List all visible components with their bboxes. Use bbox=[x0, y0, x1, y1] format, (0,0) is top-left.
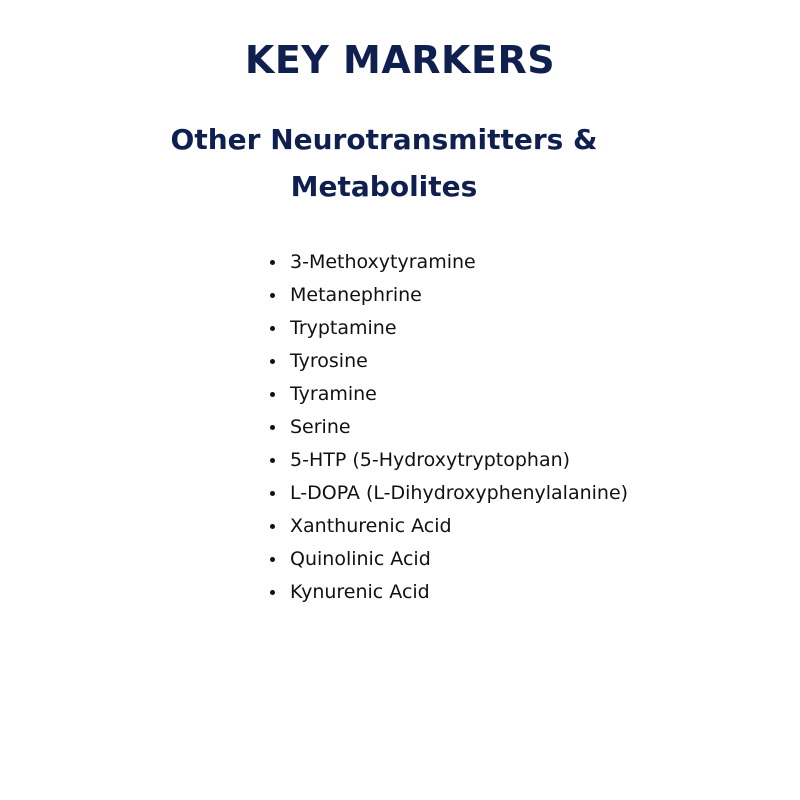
marker-name: 3-Methoxytyramine bbox=[290, 251, 476, 273]
marker-name: 5-HTP (5-Hydroxytryptophan) bbox=[290, 449, 571, 471]
marker-name: Kynurenic Acid bbox=[290, 581, 430, 603]
list-item bbox=[270, 444, 630, 477]
bullet-icon bbox=[270, 590, 275, 595]
marker-name: Metanephrine bbox=[290, 284, 422, 306]
list-item bbox=[270, 576, 630, 609]
marker-name: Quinolinic Acid bbox=[290, 548, 431, 570]
marker-name: Tyrosine bbox=[290, 350, 368, 372]
marker-name: Tryptamine bbox=[290, 317, 397, 339]
bullet-icon bbox=[270, 557, 275, 562]
bullet-icon bbox=[270, 425, 275, 430]
bullet-icon bbox=[270, 293, 275, 298]
list-item bbox=[270, 246, 630, 279]
marker-name: Tyramine bbox=[290, 383, 377, 405]
bullet-icon bbox=[270, 392, 275, 397]
bullet-icon bbox=[270, 458, 275, 463]
list-item bbox=[270, 411, 630, 444]
list-item bbox=[270, 345, 630, 378]
list-item bbox=[270, 312, 630, 345]
list-item bbox=[270, 279, 630, 312]
marker-name: L-DOPA (L-Dihydroxyphenylalanine) bbox=[290, 482, 629, 504]
bullet-icon bbox=[270, 359, 275, 364]
list-item bbox=[270, 543, 630, 576]
bullet-icon bbox=[270, 524, 275, 529]
section-subtitle: Other Neurotransmitters & Metabolites bbox=[170, 123, 598, 203]
list-item bbox=[270, 510, 630, 543]
list-item bbox=[270, 378, 630, 411]
bullet-icon bbox=[270, 260, 275, 265]
bullet-icon bbox=[270, 491, 275, 496]
bullet-icon bbox=[270, 326, 275, 331]
marker-name: Xanthurenic Acid bbox=[290, 515, 452, 537]
marker-name: Serine bbox=[290, 416, 351, 438]
page-title: KEY MARKERS bbox=[244, 38, 556, 82]
list-item bbox=[270, 477, 630, 510]
marker-list bbox=[270, 246, 630, 609]
